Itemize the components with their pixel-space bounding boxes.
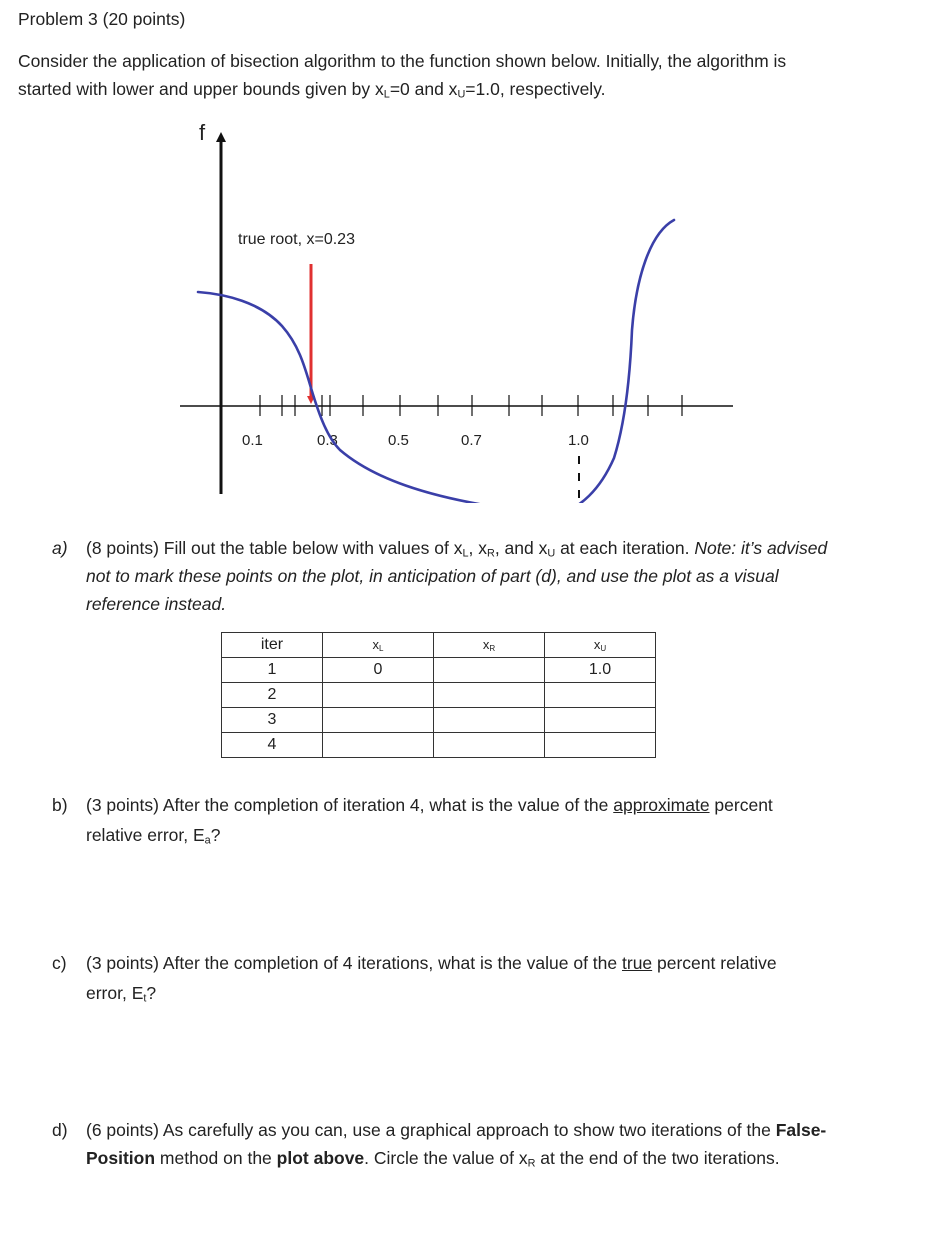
cell-iter: 1 <box>222 658 323 683</box>
cell-xr <box>434 658 545 683</box>
cell-xu <box>545 733 656 758</box>
part-a-label: a) <box>52 538 68 558</box>
part-d-line-2: Position method on the plot above. Circle the value of $x_R$ at the end of the two iterations. <box>86 1148 780 1170</box>
cell-xr <box>434 708 545 733</box>
header-iter: iter <box>222 633 323 658</box>
cell-xl: 0 <box>323 658 434 683</box>
table-row <box>222 683 656 708</box>
cell-xu <box>545 708 656 733</box>
intro-line-1: Consider the application of bisection algorithm to the function shown below. Initially, the algorithm is <box>18 51 787 71</box>
iteration-table <box>221 632 656 758</box>
cell-xr <box>434 683 545 708</box>
problem-title: Problem 3 (20 points) <box>18 9 186 29</box>
part-d-label: d) <box>52 1120 68 1140</box>
part-b-line-2: relative error, $E_a$? <box>86 825 221 847</box>
root-annotation: true root, x=0.23 <box>238 231 355 248</box>
part-c-line-1: (3 points) After the completion of 4 iterations, what is the value of the true percent relative <box>86 953 777 973</box>
part-d-line-1: (6 points) As carefully as you can, use a graphical approach to show two iterations of the False- <box>86 1120 827 1140</box>
cell-xl <box>323 708 434 733</box>
y-axis-arrow <box>216 132 226 142</box>
tick-label: 0.3 <box>317 432 338 449</box>
part-c-line-2: error, $E_t$? <box>86 983 157 1005</box>
part-b-label: b) <box>52 795 68 815</box>
header-xu: $x_U$ <box>545 633 656 658</box>
intro-line-2: started with lower and upper bounds given by $x_L=0$ and $x_U=1.0$, respectively. <box>18 79 606 101</box>
y-axis-label: f <box>199 120 206 145</box>
table-row <box>222 733 656 758</box>
part-a-line-1: (8 points) Fill out the table below with values of $x_L$, $x_R$, and $x_U$ at each iteration. Note: it’s advised <box>86 538 828 560</box>
header-xl: $x_L$ <box>323 633 434 658</box>
tick-label: 1.0 <box>568 432 589 449</box>
cell-xu: 1.0 <box>545 658 656 683</box>
cell-xr <box>434 733 545 758</box>
table-row <box>222 708 656 733</box>
cell-iter: 4 <box>222 733 323 758</box>
part-a-line-2: not to mark these points on the plot, in anticipation of part (d), and use the plot as a visual <box>86 566 779 586</box>
cell-iter: 3 <box>222 708 323 733</box>
tick-label: 0.7 <box>461 432 482 449</box>
cell-xl <box>323 683 434 708</box>
cell-iter: 2 <box>222 683 323 708</box>
table-row <box>222 658 656 683</box>
tick-label: 0.1 <box>242 432 263 449</box>
part-a-line-3: reference instead. <box>86 594 227 614</box>
function-curve <box>198 220 674 503</box>
cell-xl <box>323 733 434 758</box>
part-b-line-1: (3 points) After the completion of iteration 4, what is the value of the approximate percent <box>86 795 773 815</box>
cell-xu <box>545 683 656 708</box>
tick-label: 0.5 <box>388 432 409 449</box>
header-xr: $x_R$ <box>434 633 545 658</box>
table-header-row <box>222 633 656 658</box>
part-c-label: c) <box>52 953 67 973</box>
function-plot <box>170 118 750 503</box>
